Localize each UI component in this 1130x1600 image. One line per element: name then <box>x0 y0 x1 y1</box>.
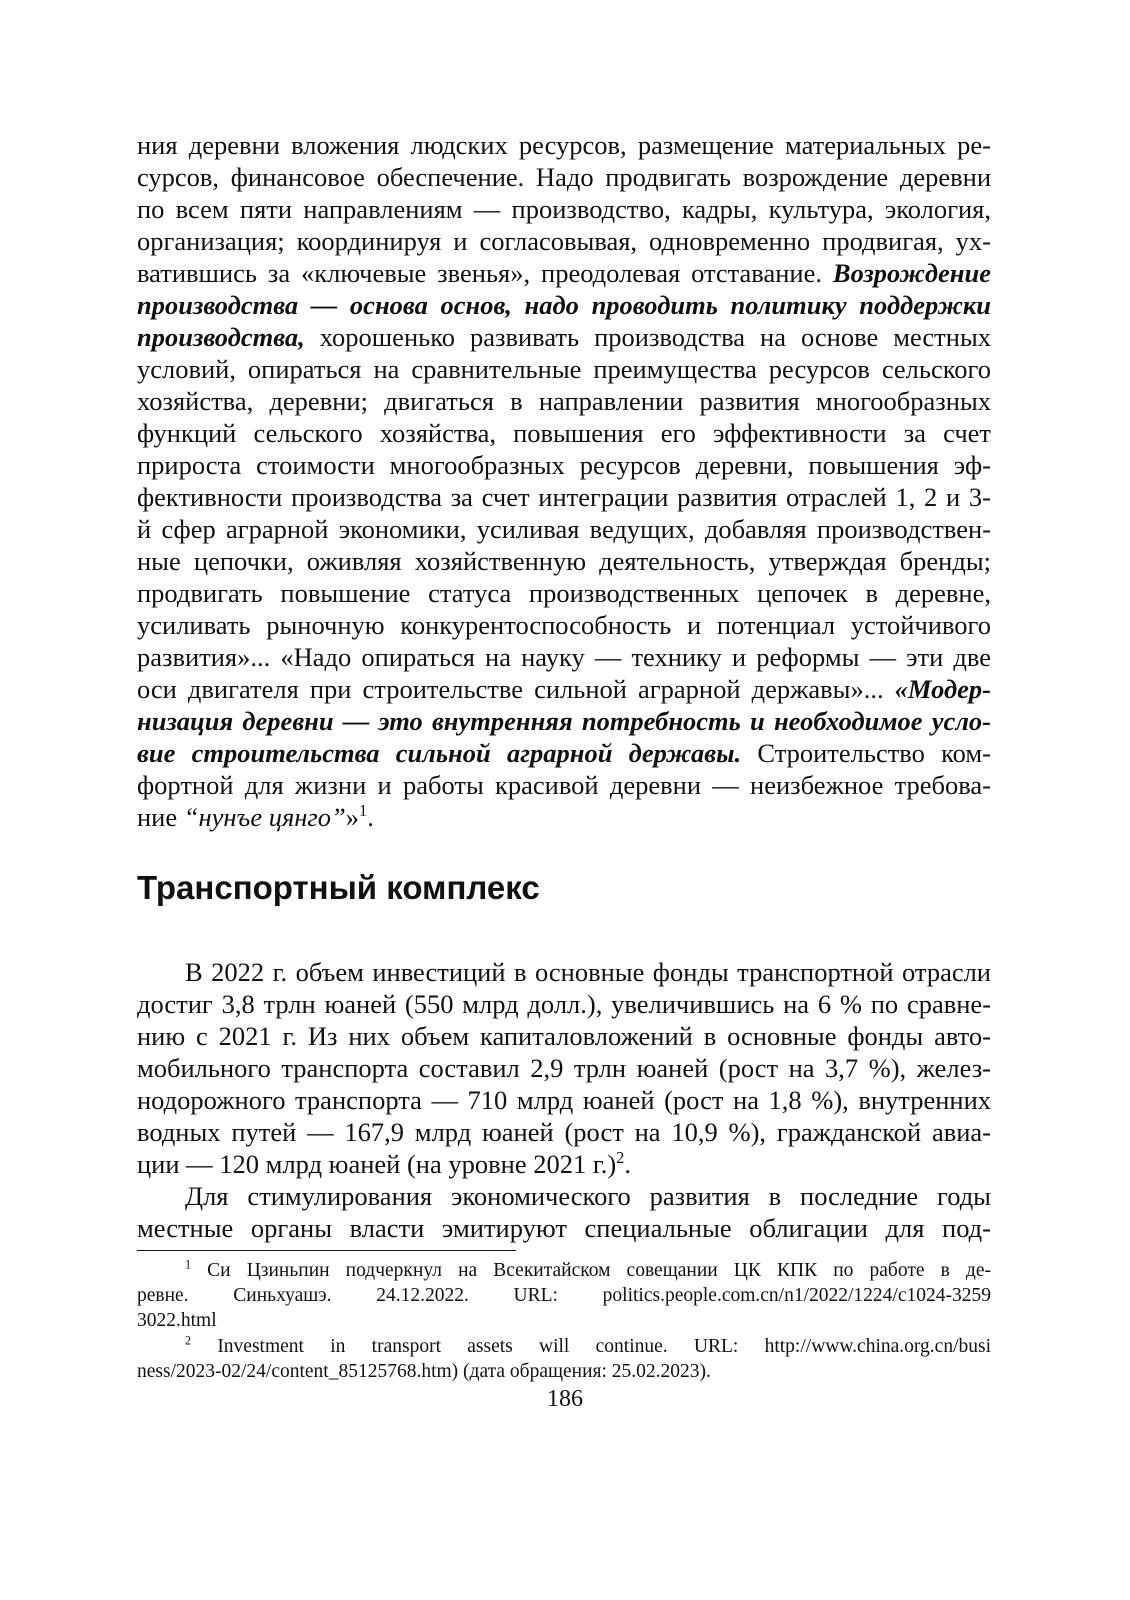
text-line <box>137 161 991 193</box>
text-segment: производства — основа основ, надо проводить политику поддержки <box>137 290 991 320</box>
text-line <box>137 1180 991 1212</box>
text-segment: “нунъе цянго” <box>183 802 346 832</box>
text-segment: ния деревни вложения людских ресурсов, размещение материальных ре- <box>137 130 991 160</box>
text-segment: достиг 3,8 трлн юаней (550 млрд долл.), увеличившись на 6 % по сравне- <box>137 989 991 1019</box>
text-segment: хозяйства, деревни; двигаться в направлении развития многообразных <box>137 386 991 416</box>
text-line <box>137 321 991 353</box>
text-segment: В 2022 г. объем инвестиций в основные фонды транспортной отрасли <box>185 957 991 987</box>
text-segment: мобильного транспорта составил 2,9 трлн юаней (рост на 3,7 %), желез- <box>137 1053 991 1083</box>
text-segment: производства, <box>137 322 305 352</box>
text-line <box>137 1020 991 1052</box>
paragraph-local-bonds <box>137 1180 991 1244</box>
section-heading: Транспортный комплекс <box>137 869 540 906</box>
text-line <box>137 513 991 545</box>
paragraph-transport-investment <box>137 956 991 1180</box>
text-segment: Для стимулирования экономического развития в последние годы <box>185 1181 991 1211</box>
text-line <box>137 737 991 769</box>
text-segment: оси двигателя при строительстве сильной аграрной державы»... <box>137 674 895 704</box>
footnote-1 <box>137 1258 991 1333</box>
text-segment: . <box>367 802 374 832</box>
text-segment: вие строительства сильной аграрной державы. <box>137 738 742 768</box>
text-segment: водных путей — 167,9 млрд юаней (рост на 10,9 %), гражданской авиа- <box>137 1117 991 1147</box>
text-segment: 3022.html <box>137 1310 217 1331</box>
text-segment: усиливать рыночную конкурентоспособность и потенциал устойчивого <box>137 610 991 640</box>
text-line <box>137 193 991 225</box>
text-segment: прироста стоимости многообразных ресурсов деревни, повышения эф- <box>137 450 991 480</box>
footnote-marker: 2 <box>616 1148 625 1168</box>
text-line <box>137 1052 991 1084</box>
text-segment: нодорожного транспорта — 710 млрд юаней (рост на 1,8 %), внутренних <box>137 1085 991 1115</box>
text-line <box>137 609 991 641</box>
footnote-separator <box>137 1250 516 1251</box>
text-line <box>137 577 991 609</box>
text-line <box>137 353 991 385</box>
footnote-marker: 1 <box>359 801 368 821</box>
text-line <box>137 1308 991 1333</box>
text-line <box>137 225 991 257</box>
text-line <box>137 1148 991 1180</box>
text-segment: Возрождение <box>832 258 991 288</box>
text-segment: хорошенько развивать производства на основе местных <box>304 322 991 352</box>
text-segment: . <box>624 1149 632 1179</box>
text-segment: фортной для жизни и работы красивой деревни — неизбежное требова- <box>137 770 991 800</box>
text-segment: Си Цзиньпин подчеркнул на Всекитайском совещании ЦК КПК по работе в де- <box>191 1260 991 1281</box>
footnote-marker: 1 <box>185 1258 192 1272</box>
text-segment: развития»... «Надо опираться на науку — технику и реформы — эти две <box>137 642 991 672</box>
text-segment: » <box>345 802 359 832</box>
text-line <box>137 1116 991 1148</box>
text-line <box>137 545 991 577</box>
text-line <box>137 289 991 321</box>
text-segment: продвигать повышение статуса производственных цепочек в деревне, <box>137 578 991 608</box>
text-line <box>137 1258 991 1283</box>
text-line <box>137 385 991 417</box>
text-segment: Строительство ком- <box>741 738 991 768</box>
text-line <box>137 988 991 1020</box>
text-segment: сурсов, финансовое обеспечение. Надо продвигать возрождение деревни <box>137 162 991 192</box>
text-segment: «Модер- <box>894 674 991 704</box>
text-line <box>137 417 991 449</box>
text-segment: Investment in transport assets will continue. URL: http://www.china.org.cn/busi <box>191 1336 991 1357</box>
text-segment: ные цепочки, оживляя хозяйственную деятельность, утверждая бренды; <box>137 546 991 576</box>
text-line <box>137 1359 991 1384</box>
text-segment: ции — 120 млрд юаней (на уровне 2021 г.) <box>137 1149 617 1179</box>
text-line <box>137 769 991 801</box>
footnote-marker: 2 <box>185 1334 192 1348</box>
text-line <box>137 1334 991 1359</box>
text-line <box>137 1283 991 1308</box>
text-segment: низация деревни — это внутренняя потребность и необходимое усло- <box>137 706 991 736</box>
text-segment: по всем пяти направлениям — производство, кадры, культура, экология, <box>137 194 991 224</box>
text-line <box>137 801 991 833</box>
text-segment: организация; координируя и согласовывая, одновременно продвигая, ух- <box>137 226 991 256</box>
text-segment: фективности производства за счет интеграции развития отраслей 1, 2 и 3- <box>137 482 991 512</box>
text-segment: ватившись за «ключевые звенья», преодолевая отставание. <box>137 258 833 288</box>
text-segment: нию с 2021 г. Из них объем капиталовложений в основные фонды авто- <box>137 1021 991 1051</box>
text-segment: условий, опираться на сравнительные преимущества ресурсов сельского <box>137 354 991 384</box>
footnote-2 <box>137 1334 991 1384</box>
page-number: 186 <box>547 1386 583 1412</box>
text-line <box>137 129 991 161</box>
text-line <box>137 641 991 673</box>
text-segment: функций сельского хозяйства, повышения его эффективности за счет <box>137 418 991 448</box>
text-segment: й сфер аграрной экономики, усиливая ведущих, добавляя производствен- <box>137 514 991 544</box>
text-line <box>137 1212 991 1244</box>
text-line <box>137 257 991 289</box>
text-line <box>137 1084 991 1116</box>
text-line <box>137 956 991 988</box>
text-segment: ревне. Синьхуашэ. 24.12.2022. URL: politics.people.com.cn/n1/2022/1224/c1024-3259 <box>137 1285 991 1306</box>
text-line <box>137 449 991 481</box>
paragraph-village-revival <box>137 129 991 833</box>
text-segment: ness/2023-02/24/content_85125768.htm) (дата обращения: 25.02.2023). <box>137 1361 711 1382</box>
text-line <box>137 673 991 705</box>
text-segment: ние <box>137 802 184 832</box>
text-segment: местные органы власти эмитируют специальные облигации для под- <box>137 1213 991 1243</box>
text-line <box>137 481 991 513</box>
text-line <box>137 705 991 737</box>
